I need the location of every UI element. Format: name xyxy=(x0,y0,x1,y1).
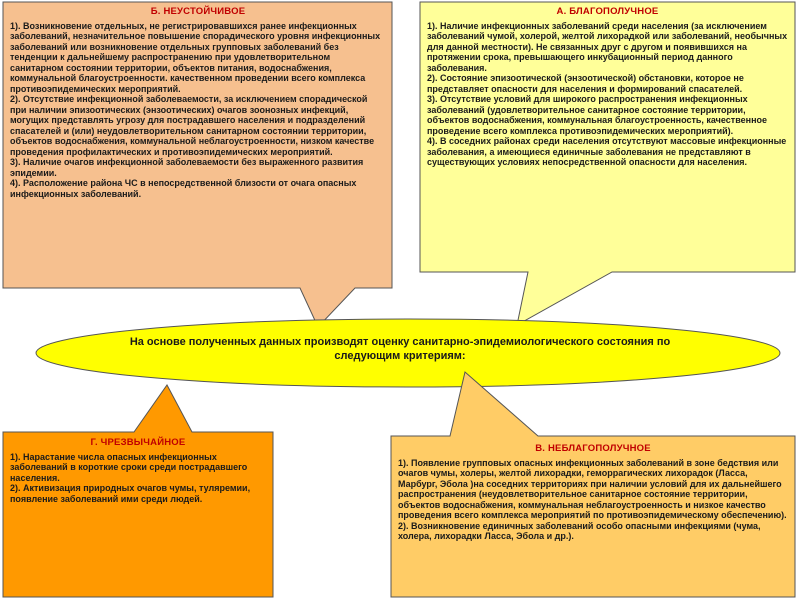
ellipse-text: На основе полученных данных производят оценку санитарно-эпидемиологического состояния по следующим критериям: xyxy=(129,336,671,362)
box-favorable-item-3: 3). Отсутствие условий для широкого распространения инфекционных заболеваний (удовлетворительное санитарное состояние территории, объектов водоснабжения, коммунальная благоустроенность, качественное проведение всего комплекса противоэпидемических мероприятий). xyxy=(427,94,768,136)
box-unfavorable-item-1: 1). Появление групповых опасных инфекционных заболеваний в зоне бедствия или очагов чумы, холеры, желтой лихорадки, геморрагических лихорадок (Ласса, Марбург, Эбола )на соседних территориях при наличии условий для их дальнейшего распространения (неудовлетворительное санитарное состояние территории, объектов водоснабжения, коммунальная неблагоустроенность и низкое качество проведения всего комплекса мероприятий по противоэпидемическому обеспечению). xyxy=(398,457,787,520)
box-favorable-item-4: 4). В соседних районах среди населения отсутствуют массовые инфекционные заболевания, а имеющиеся единичные заболевания не представляют в существующих условиях непосредственной опасности для населения. xyxy=(427,136,787,167)
box-favorable-item-2: 2). Состояние эпизоотической (энзоотической) обстановки, которое не представляет опасности для населения и формирований спасателей. xyxy=(427,73,744,94)
box-unfavorable xyxy=(392,440,794,596)
box-unstable-item-3: 3). Наличие очагов инфекционной заболеваемости без выраженного развития эпидемии. xyxy=(10,157,364,178)
box-emergency xyxy=(4,433,272,596)
box-emergency-item-2: 2). Активизация природных очагов чумы, туляремии, появление заболеваний ими среди людей. xyxy=(10,483,251,504)
box-unfavorable-item-2: 2). Возникновение единичных заболеваний особо опасными инфекциями (чума, холера, лихорадки Ласса, Эбола и др.). xyxy=(398,520,761,541)
box-emergency-title: Г. ЧРЕЗВЫЧАЙНОЕ xyxy=(90,437,186,448)
box-unstable-title: Б. НЕУСТОЙЧИВОЕ xyxy=(150,6,246,17)
box-favorable-item-1: 1). Наличие инфекционных заболеваний среди населения (за исключением заболеваний чумой, холерой, желтой лихорадкой или заболеваний, необычных для данной местности). Не связанных друг с другом и появившихся на протяжении срока, превышающего инкубационный период данного заболевания. xyxy=(427,20,788,73)
box-unstable xyxy=(4,3,392,287)
box-unstable-item-2: 2). Отсутствие инфекционной заболеваемости, за исключением спорадической при наличии эпизоотических (энзоотических) очагов зоонозных инфекций, могущих представлять угрозу для пострадавшего населения и подразделений спасателей и (или) неудовлетворительном санитарном состоянии территории, объектов водоснабжения, коммунальной неблагоустроенности, низком качестве проведения профилактических и противоэпидемических мероприятий. xyxy=(10,94,375,157)
box-unfavorable-title: В. НЕБЛАГОПОЛУЧНОЕ xyxy=(535,443,651,454)
box-emergency-item-1: 1). Нарастание числа опасных инфекционных заболеваний в короткие сроки среди пострадавшего населения. xyxy=(10,451,248,483)
box-favorable-title: А. БЛАГОПОЛУЧНОЕ xyxy=(556,6,659,17)
box-favorable xyxy=(421,3,794,271)
box-unstable-item-1: 1). Возникновение отдельных, не регистрировавшихся ранее инфекционных заболеваний, незначительное повышение спорадического уровня инфекционных заболеваний или возникновение отдельных групповых заболеваний без тенденции к дальнейшему распространению при удовлетворительном санитарном состоянии территории, объектов питания, водоснабжения, коммунальной благоустроенности. качественном проведении всего комплекса противоэпидемических мероприятий. xyxy=(10,20,381,94)
box-unstable-item-4: 4). Расположение района ЧС в непосредственной близости от очага опасных инфекционных заболеваний. xyxy=(10,178,357,199)
